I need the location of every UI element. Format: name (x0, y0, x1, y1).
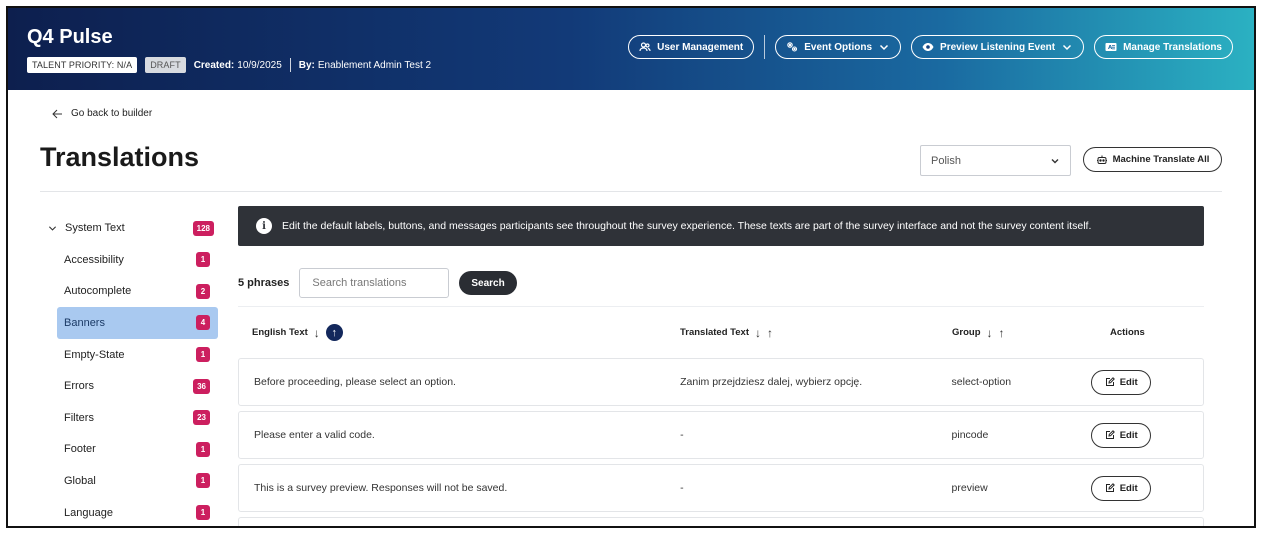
app-frame (6, 6, 1256, 528)
column-header-group (952, 326, 1110, 340)
event-meta (27, 57, 431, 73)
gears-icon (786, 41, 798, 53)
sort-asc-icon[interactable]: ↑ (767, 325, 773, 340)
count-badge: 1 (196, 347, 210, 362)
column-header-translated (680, 326, 952, 340)
back-label: Go back to builder (71, 108, 153, 119)
count-badge: 1 (196, 505, 210, 520)
sort-desc-icon[interactable]: ↓ (986, 325, 993, 340)
sidebar-item-label: Banners (64, 316, 105, 329)
arrow-left-icon (52, 109, 63, 119)
sidebar-item-errors[interactable] (40, 370, 218, 402)
search-row (238, 268, 517, 298)
table-row (238, 411, 1204, 459)
column-header-label: Actions (1110, 327, 1145, 338)
sidebar-item-label: Accessibility (64, 253, 124, 266)
sidebar-item-label: Empty-State (64, 348, 125, 361)
group-cell: pincode (951, 429, 989, 441)
english-text-cell: This is a survey preview. Responses will not be saved. (254, 482, 508, 494)
status-pill: DRAFT (145, 57, 186, 73)
user-management-button[interactable] (628, 35, 754, 59)
translate-icon (1105, 41, 1117, 53)
sidebar-item-label: Autocomplete (64, 285, 132, 298)
sort-desc-icon[interactable]: ↓ (313, 325, 320, 340)
sidebar-group-system-text[interactable] (40, 214, 218, 242)
sidebar-item-language[interactable] (40, 497, 218, 528)
sidebar-item-label: Filters (64, 411, 94, 424)
edit-button[interactable] (1091, 370, 1151, 395)
sidebar-item-footer[interactable] (40, 434, 218, 466)
machine-translate-all-button[interactable] (1083, 147, 1222, 172)
search-button[interactable]: Search (459, 271, 516, 295)
sidebar-item-empty-state[interactable] (40, 339, 218, 371)
chevron-down-icon (1050, 156, 1060, 166)
manage-translations-label: Manage Translations (1123, 41, 1222, 53)
edit-label: Edit (1119, 429, 1138, 441)
table-row (238, 358, 1204, 406)
eye-icon (922, 41, 934, 53)
robot-icon (1096, 154, 1108, 166)
sort-desc-icon[interactable]: ↓ (755, 325, 761, 340)
language-select-value: Polish (931, 154, 961, 167)
count-badge: 2 (196, 284, 210, 299)
group-cell: select-option (951, 376, 1012, 388)
column-header-label: Translated Text (680, 327, 749, 338)
created-label: Created: (193, 59, 235, 71)
table-header (238, 306, 1204, 358)
sidebar-group-label: System Text (65, 222, 125, 234)
count-badge: 1 (196, 252, 210, 267)
header-actions (628, 35, 1233, 59)
category-sidebar (40, 214, 218, 528)
preview-event-label: Preview Listening Event (940, 41, 1056, 53)
chevron-down-icon (48, 224, 57, 233)
manage-translations-button[interactable] (1094, 35, 1233, 59)
table-row (238, 464, 1204, 512)
sidebar-item-label: Global (64, 474, 96, 487)
priority-pill: TALENT PRIORITY: N/A (27, 57, 137, 73)
column-header-label: English Text (252, 327, 308, 338)
sidebar-item-label: Language (64, 506, 113, 519)
svg-text:A: A (1108, 45, 1113, 52)
back-to-builder-link[interactable] (52, 108, 152, 119)
phrase-count: 5 phrases (238, 277, 290, 289)
count-badge: 36 (193, 379, 210, 394)
edit-icon (1105, 430, 1115, 440)
edit-button[interactable] (1091, 423, 1151, 448)
count-badge: 4 (196, 315, 210, 330)
edit-icon (1105, 483, 1115, 493)
sidebar-item-label: Footer (64, 443, 96, 456)
english-text-cell: Before proceeding, please select an option. (254, 376, 456, 388)
page-title: Translations (40, 142, 200, 172)
sidebar-item-label: Errors (64, 380, 94, 393)
column-header-actions (1110, 327, 1204, 338)
translations-table (238, 306, 1204, 528)
chevron-down-icon (1061, 41, 1073, 53)
search-input[interactable] (299, 268, 449, 298)
divider (40, 191, 1222, 192)
event-options-button[interactable] (775, 35, 901, 59)
count-badge: 1 (196, 473, 210, 488)
translated-text-cell: Zanim przejdziesz dalej, wybierz opcję. (680, 376, 863, 388)
table-row (238, 517, 1204, 528)
by-label: By: (298, 59, 315, 71)
preview-event-button[interactable] (911, 35, 1084, 59)
sidebar-item-accessibility[interactable] (40, 244, 218, 276)
sidebar-item-autocomplete[interactable] (40, 276, 218, 308)
info-banner-text: Edit the default labels, buttons, and messages participants see throughout the survey experience. These texts are part of the survey interface and not the survey content itself. (282, 220, 1092, 232)
translated-text-cell: - (680, 429, 684, 441)
edit-label: Edit (1119, 376, 1138, 388)
edit-label: Edit (1119, 482, 1138, 494)
by-value: Enablement Admin Test 2 (317, 59, 432, 71)
sidebar-item-global[interactable] (40, 465, 218, 497)
users-icon (639, 41, 651, 53)
count-badge: 128 (193, 221, 214, 236)
sort-asc-active-icon[interactable]: ↑ (326, 324, 343, 341)
event-options-label: Event Options (804, 41, 873, 53)
user-management-label: User Management (657, 41, 744, 53)
translated-text-cell: - (680, 482, 684, 494)
sidebar-item-filters[interactable] (40, 402, 218, 434)
info-banner (238, 206, 1204, 246)
sidebar-item-banners[interactable] (57, 307, 218, 339)
machine-translate-label: Machine Translate All (1112, 154, 1210, 165)
count-badge: 23 (193, 410, 210, 425)
edit-button[interactable] (1091, 476, 1151, 501)
column-header-english (238, 324, 680, 341)
event-title: Q4 Pulse (27, 26, 113, 48)
group-cell: preview (951, 482, 988, 494)
header-divider (764, 35, 765, 59)
count-badge: 1 (196, 442, 210, 457)
info-icon: i (256, 218, 272, 234)
language-select[interactable] (920, 145, 1071, 176)
chevron-down-icon (878, 41, 890, 53)
sort-asc-icon[interactable]: ↑ (998, 325, 1005, 340)
column-header-label: Group (952, 327, 981, 338)
english-text-cell: Please enter a valid code. (254, 429, 375, 441)
created-value: 10/9/2025 (237, 59, 282, 71)
meta-divider (290, 58, 291, 72)
edit-icon (1105, 377, 1115, 387)
app-header (8, 8, 1254, 90)
